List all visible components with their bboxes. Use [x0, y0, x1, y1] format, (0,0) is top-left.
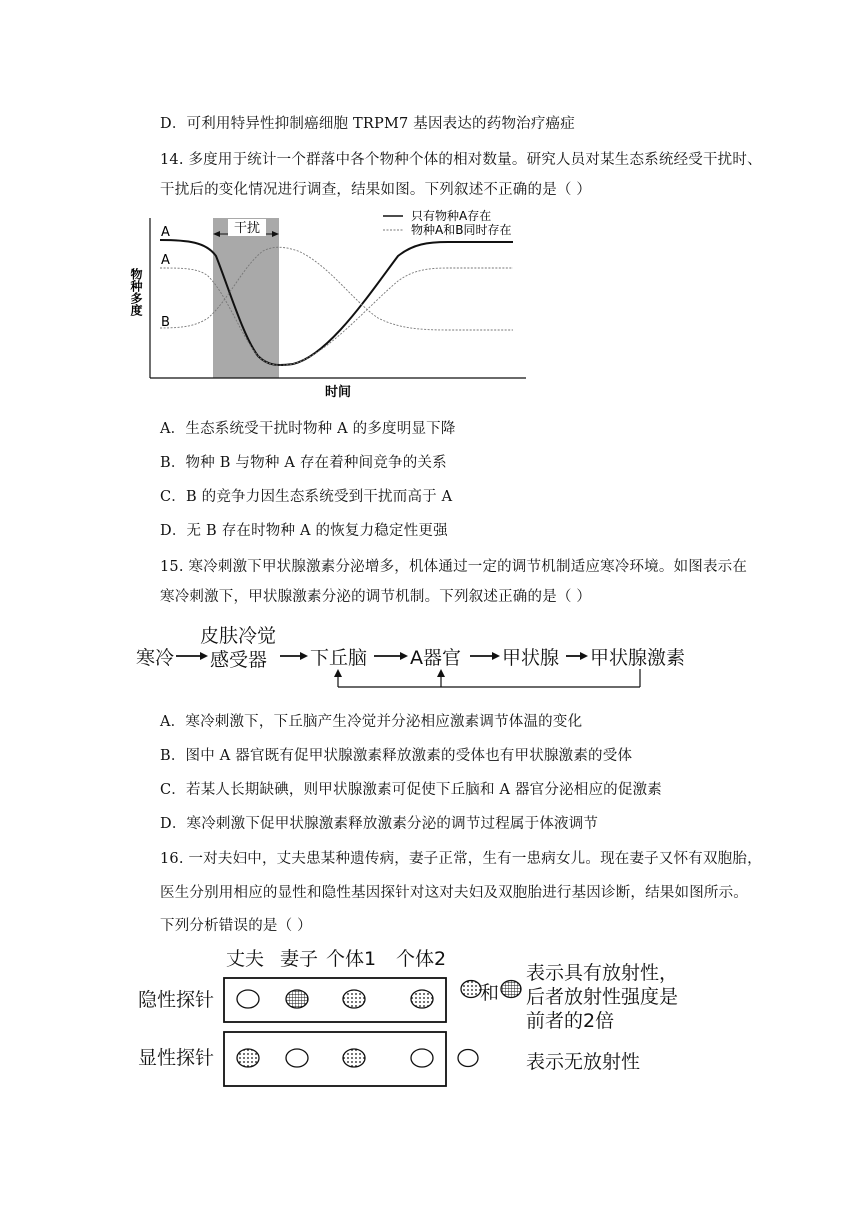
flow-organ-a: A器官 [410, 647, 461, 669]
flow-hypothalamus: 下丘脑 [310, 647, 368, 669]
individual1-dominant-spot [343, 1049, 365, 1067]
q14-option-b: B．物种 B 与物种 A 存在着种间竞争的关系 [160, 455, 447, 471]
q15-option-c: C．若某人长期缺碘，则甲状腺激素可促使下丘脑和 A 器官分泌相应的促激素 [160, 782, 662, 798]
q16-probe-figure [130, 940, 710, 1090]
q14-option-d: D．无 B 存在时物种 A 的恢复力稳定性更强 [160, 523, 448, 539]
q14-chart-svg [128, 206, 538, 402]
q13-option-d: D．可利用特异性抑制癌细胞 TRPM7 基因表达的药物治疗癌症 [160, 116, 575, 132]
col-wife: 妻子 [280, 948, 319, 970]
legend-radioactive-line3: 前者的2倍 [526, 1010, 615, 1032]
label-b: B [161, 315, 170, 330]
q14-stem-line1: 14. 多度用于统计一个群落中各个物种个体的相对数量。研究人员对某生态系统经受干扰时、 [160, 152, 762, 168]
y-axis-label: 物种多度 [129, 268, 143, 316]
label-a-solid: A [161, 225, 170, 240]
legend-dots-symbol [461, 981, 481, 998]
flow-skin-receptor-line1: 皮肤冷觉 [200, 625, 277, 647]
individual2-recessive-spot [411, 990, 433, 1008]
legend-and: 和 [480, 982, 500, 1004]
q15-stem-line1: 15. 寒冷刺激下甲状腺激素分泌增多，机体通过一定的调节机制适应寒冷环境。如图表示在 [160, 559, 748, 575]
disturb-label: 干扰 [233, 221, 261, 236]
legend-dotted-label: 物种A和B同时存在 [411, 223, 512, 237]
legend-radioactive-line2: 后者放射性强度是 [526, 986, 679, 1008]
wife-recessive-spot [286, 990, 308, 1008]
legend-non-radioactive: 表示无放射性 [526, 1051, 641, 1073]
flow-cold: 寒冷 [136, 647, 175, 669]
q15-stem-line2: 寒冷刺激下，甲状腺激素分泌的调节机制。下列叙述正确的是（ ） [160, 589, 592, 605]
legend-grid-symbol [501, 981, 521, 998]
individual2-dominant-spot [411, 1049, 433, 1067]
legend-radioactive-line1: 表示具有放射性， [526, 962, 679, 984]
q14-option-c: C．B 的竞争力因生态系统受到干扰而高于 A [160, 489, 453, 505]
row-dominant-probe: 显性探针 [138, 1047, 215, 1069]
disturbance-band [213, 218, 279, 378]
q14-figure [128, 206, 538, 402]
col-individual2: 个体2 [396, 948, 447, 970]
q14-stem-line2: 干扰后的变化情况进行调查，结果如图。下列叙述不正确的是（ ） [160, 182, 592, 198]
curve-a-only [160, 240, 513, 365]
wife-dominant-spot [286, 1049, 308, 1067]
label-a-dotted: A [161, 253, 170, 268]
q15-option-a: A．寒冷刺激下，下丘脑产生冷觉并分泌相应激素调节体温的变化 [160, 714, 583, 730]
q16-stem-line1: 16. 一对夫妇中，丈夫患某种遗传病，妻子正常，生有一患病女儿。现在妻子又怀有双胞胎， [160, 851, 762, 867]
row-recessive-probe: 隐性探针 [138, 989, 215, 1011]
flow-skin-receptor-line2: 感受器 [210, 649, 268, 671]
legend-empty-symbol [458, 1050, 478, 1067]
flow-thyroid: 甲状腺 [502, 647, 560, 669]
q16-stem-line3: 下列分析错误的是（ ） [160, 918, 312, 934]
col-individual1: 个体1 [326, 948, 377, 970]
legend-solid-label: 只有物种A存在 [411, 209, 492, 223]
q14-option-a: A．生态系统受干扰时物种 A 的多度明显下降 [160, 421, 456, 437]
individual1-recessive-spot [343, 990, 365, 1008]
curve-a-with-b [160, 268, 513, 365]
husband-recessive-spot [237, 990, 259, 1008]
col-husband: 丈夫 [226, 948, 265, 970]
curve-b [160, 247, 513, 330]
q15-flow-diagram [130, 615, 710, 695]
husband-dominant-spot [237, 1049, 259, 1067]
q15-option-d: D．寒冷刺激下促甲状腺激素释放激素分泌的调节过程属于体液调节 [160, 816, 599, 832]
flow-thyroid-hormone: 甲状腺激素 [590, 647, 686, 669]
x-axis-label: 时间 [324, 385, 352, 400]
q15-option-b: B．图中 A 器官既有促甲状腺激素释放激素的受体也有甲状腺激素的受体 [160, 748, 633, 764]
q16-stem-line2: 医生分别用相应的显性和隐性基因探针对这对夫妇及双胞胎进行基因诊断，结果如图所示。 [160, 885, 748, 901]
